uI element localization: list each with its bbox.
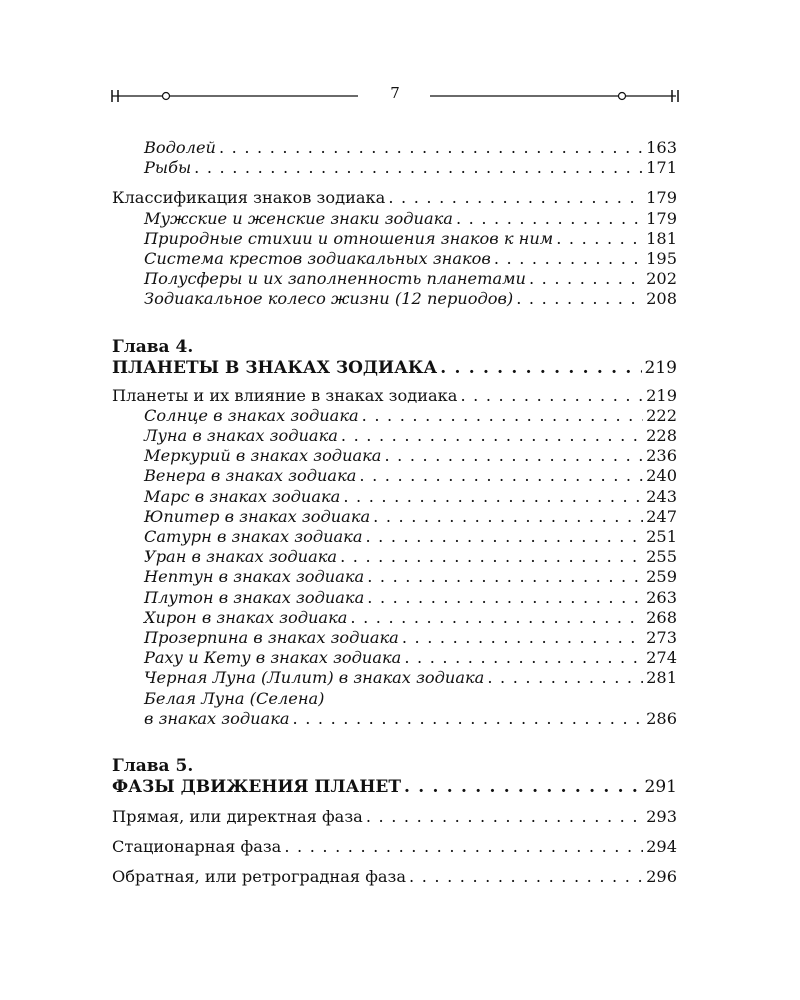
chapter-title-text: ФАЗЫ ДВИЖЕНИЯ ПЛАНЕТ — [112, 776, 402, 797]
toc-entry — [112, 648, 677, 668]
toc-section-page: 219 — [646, 385, 677, 405]
toc-section-page: 179 — [646, 188, 677, 208]
toc-entry-title: Луна в знаках зодиака — [144, 426, 338, 446]
toc-entry — [112, 567, 677, 587]
toc-entry-page: 281 — [646, 668, 677, 688]
chapter-title — [112, 358, 677, 378]
toc-section — [112, 188, 677, 208]
toc-entry — [112, 289, 677, 309]
toc-entry-page: 202 — [646, 269, 677, 289]
toc-entry — [112, 709, 677, 729]
chapter-label: Глава 5. — [112, 755, 194, 776]
toc-entry — [112, 229, 677, 249]
toc-entry-title: Система крестов зодиакальных знаков — [144, 248, 491, 268]
toc-entry — [112, 249, 677, 269]
toc-entry-page: 171 — [646, 158, 677, 178]
toc-entry-title: Черная Луна (Лилит) в знаках зодиака — [144, 668, 485, 688]
chapter-title — [112, 777, 677, 797]
toc-entry-title: Нептун в знаках зодиака — [144, 567, 365, 587]
toc-entry-page: 247 — [646, 506, 677, 526]
toc-entry-title: Меркурий в знаках зодиака — [144, 446, 382, 466]
toc-entry-title: Рыбы — [144, 158, 192, 178]
toc-section-page: 293 — [646, 807, 677, 827]
toc-entry-title: Плутон в знаках зодиака — [144, 587, 365, 607]
toc-entry-page: 274 — [646, 648, 677, 668]
toc-entry — [112, 446, 677, 466]
toc-entry-title: Хирон в знаках зодиака — [144, 607, 348, 627]
toc-entry-page: 286 — [646, 708, 677, 728]
toc-entry — [112, 406, 677, 426]
toc-entry — [112, 209, 677, 229]
toc-entry-title: в знаках зодиака — [144, 708, 290, 728]
toc-entry — [112, 426, 677, 446]
toc-entry-page: 195 — [646, 248, 677, 268]
toc-section — [112, 837, 677, 857]
toc-entry — [112, 547, 677, 567]
toc-entry-title: Водолей — [144, 138, 216, 157]
toc-entry-page: 228 — [646, 426, 677, 446]
toc-section-title: Стационарная фаза — [112, 837, 282, 857]
toc-entry-title: Раху и Кету в знаках зодиака — [144, 648, 402, 668]
toc-entry-page: 208 — [646, 289, 677, 309]
toc-entry-page: 255 — [646, 547, 677, 567]
toc-entry-title: Сатурн в знаках зодиака — [144, 527, 363, 546]
toc-section-page: 296 — [646, 867, 677, 887]
toc-entry — [112, 527, 677, 547]
page-header — [110, 85, 680, 105]
toc-entry-title-line1: Белая Луна (Селена) — [144, 688, 325, 708]
toc-entry-title: Венера в знаках зодиака — [144, 466, 357, 486]
toc-entry — [112, 507, 677, 527]
toc-section-title: Прямая, или директная фаза — [112, 807, 363, 827]
toc-entry — [112, 487, 677, 507]
toc-section-title: Обратная, или ретроградная фаза — [112, 867, 406, 887]
toc-entry-page: 240 — [646, 466, 677, 486]
toc-entry-page: 222 — [646, 405, 677, 425]
toc-entry — [112, 608, 677, 628]
toc-entry-page: 236 — [646, 446, 677, 466]
toc-entry-title: Марс в знаках зодиака — [144, 486, 341, 506]
toc-entry-page: 263 — [646, 587, 677, 607]
toc-entry-title: Юпитер в знаках зодиака — [144, 506, 371, 526]
toc-entry-title: Прозерпина в знаках зодиака — [144, 627, 399, 647]
toc-entry-page: 163 — [646, 138, 677, 157]
toc-entry-page: 251 — [646, 527, 677, 546]
toc-entry-title: Мужские и женские знаки зодиака — [144, 208, 453, 228]
toc-entry-page: 273 — [646, 627, 677, 647]
toc-section-title: Планеты и их влияние в знаках зодиака — [112, 385, 458, 405]
table-of-contents — [112, 138, 677, 888]
chapter-title-text: ПЛАНЕТЫ В ЗНАКАХ ЗОДИАКА — [112, 357, 438, 378]
toc-entry-page: 259 — [646, 567, 677, 587]
toc-entry-page: 268 — [646, 607, 677, 627]
toc-section — [112, 867, 677, 887]
chapter-label: Глава 4. — [112, 336, 194, 357]
toc-entry — [112, 588, 677, 608]
toc-entry-page: 179 — [646, 208, 677, 228]
toc-entry-page: 181 — [646, 228, 677, 248]
toc-entry-page: 243 — [646, 486, 677, 506]
chapter-page: 219 — [644, 357, 677, 378]
toc-entry-title: Полусферы и их заполненность планетами — [144, 269, 526, 289]
toc-entry — [112, 668, 677, 688]
toc-entry — [112, 466, 677, 486]
toc-entry — [112, 158, 677, 178]
toc-entry-title: Солнце в знаках зодиака — [144, 405, 359, 425]
toc-entry-title: Природные стихии и отношения знаков к ним — [144, 228, 554, 248]
toc-section — [112, 807, 677, 827]
toc-entry — [112, 269, 677, 289]
chapter-page: 291 — [644, 776, 677, 797]
toc-section-title: Классификация знаков зодиака — [112, 188, 386, 208]
toc-entry-title: Уран в знаках зодиака — [144, 547, 338, 567]
toc-entry-title: Зодиакальное колесо жизни (12 периодов) — [144, 289, 514, 309]
toc-section-page: 294 — [646, 837, 677, 857]
page-number: 7 — [390, 84, 400, 102]
toc-section — [112, 386, 677, 406]
toc-entry — [112, 628, 677, 648]
toc-entry — [112, 138, 677, 158]
